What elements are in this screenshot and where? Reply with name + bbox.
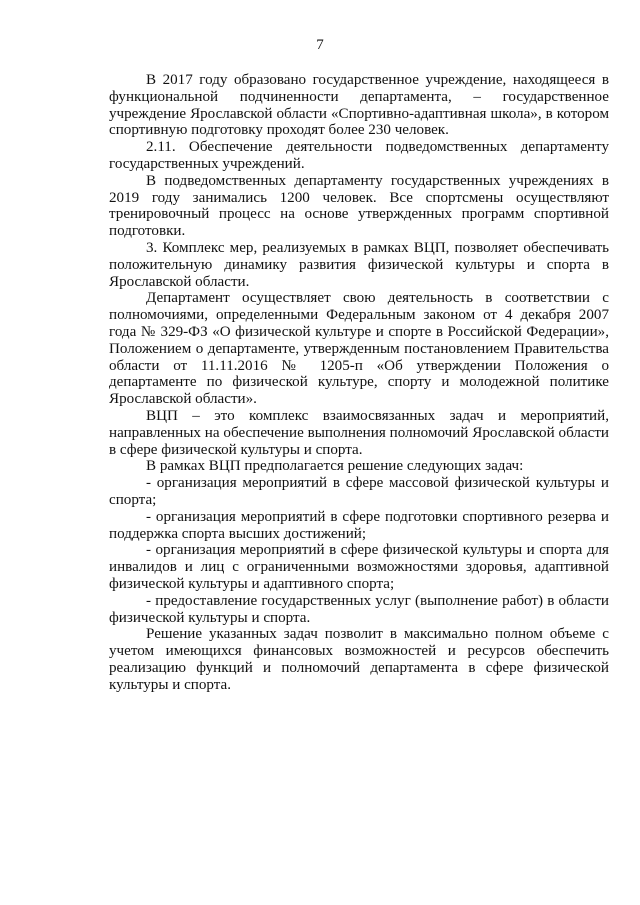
list-item-sport-reserve: - организация мероприятий в сфере подготовки спортивного резерва и поддержка спорта высших достижений; [109, 508, 609, 542]
paragraph-conclusion: Решение указанных задач позволит в максимально полном объеме с учетом имеющихся финансовых возможностей и ресурсов обеспечить реализацию функций и полномочий департамента в сфере физической культуры и спорта. [109, 626, 609, 693]
paragraph-school-founded: В 2017 году образовано государственное учреждение, находящееся в функциональной подчиненности департамента, – государственное учреждение Ярославской области «Спортивно-адаптивная школа», в котором спортивную подготовку проходят более 230 человек. [109, 72, 609, 139]
list-item-public-services: - предоставление государственных услуг (выполнение работ) в области физической культуры и спорта. [109, 592, 609, 626]
paragraph-section-2-11: 2.11. Обеспечение деятельности подведомственных департаменту государственных учреждений. [109, 139, 609, 172]
paragraph-tasks-intro: В рамках ВЦП предполагается решение следующих задач: [146, 458, 524, 475]
paragraph-section-3: 3. Комплекс мер, реализуемых в рамках ВЦП, позволяет обеспечивать положительную динамику развития физической культуры и спорта в Ярославской области. [109, 239, 609, 290]
document-body [109, 72, 609, 693]
paragraph-athletes-count: В подведомственных департаменту государственных учреждениях в 2019 году занимались 1200 человек. Все спортсмены осуществляют тренировочный процесс на основе утвержденных программ спортивной подготовки. [109, 172, 609, 240]
page-number: 7 [316, 37, 324, 53]
paragraph-vcp-definition: ВЦП – это комплекс взаимосвязанных задач и мероприятий, направленных на обеспечение выполнения полномочий Ярославской области в сфере физической культуры и спорта. [109, 407, 609, 458]
paragraph-department-authority: Департамент осуществляет свою деятельность в соответствии с полномочиями, определенными Федеральным законом от 4 декабря 2007 года № 329-ФЗ «О физической культуре и спорте в Российской Федерации», Положением о департаменте, утвержденным постановлением Правительства области от 11.11.2016 № 1205-п «Об утверждении Положения о департаменте по физической культуре, спорту и молодежной политике Ярославской области». [109, 290, 609, 408]
list-item-adaptive-sport: - организация мероприятий в сфере физической культуры и спорта для инвалидов и лиц с ограниченными возможностями здоровья, адаптивной физической культуры и адаптивного спорта; [109, 542, 609, 592]
list-item-mass-sport: - организация мероприятий в сфере массовой физической культуры и спорта; [109, 475, 609, 508]
